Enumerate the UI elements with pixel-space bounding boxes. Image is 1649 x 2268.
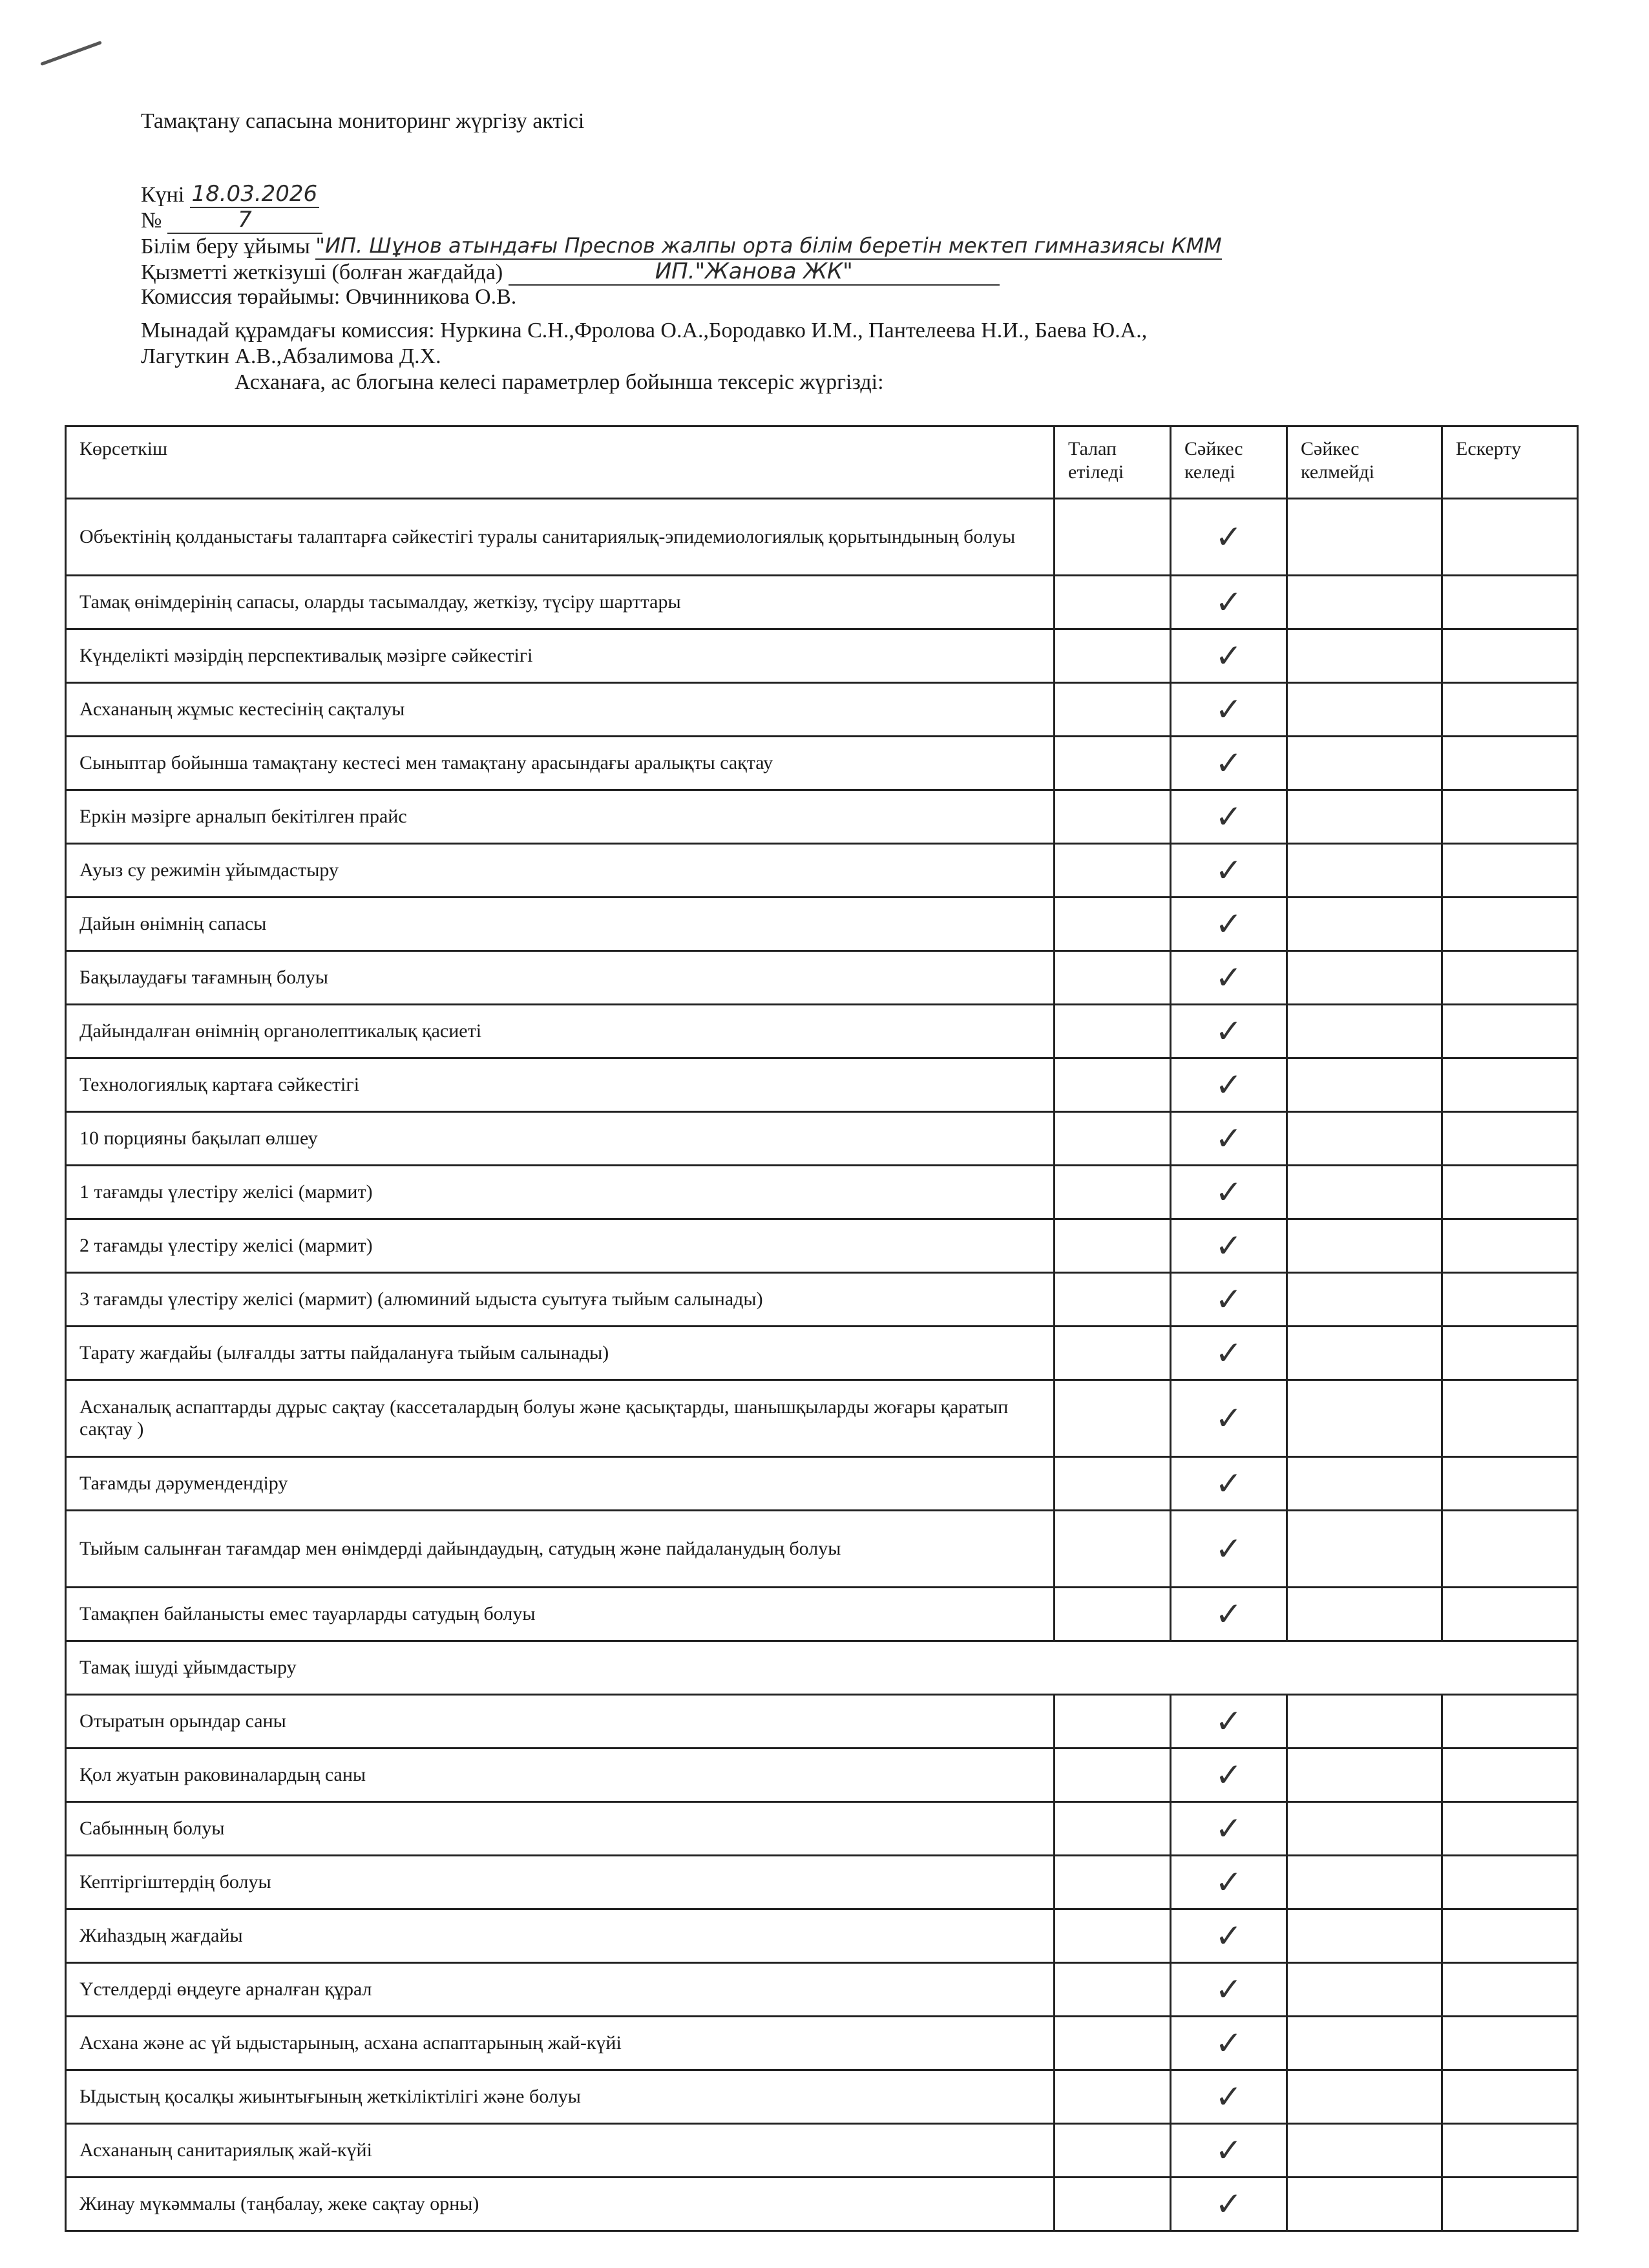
cell-note	[1442, 898, 1578, 951]
cell-not-matches	[1287, 499, 1442, 576]
table-row	[66, 1457, 1578, 1511]
table-row	[66, 1327, 1578, 1380]
header-not-matches: Сәйкес келмейді	[1287, 426, 1442, 499]
cell-not-matches	[1287, 2070, 1442, 2124]
check-mark-icon: ✓	[1171, 1748, 1287, 1802]
cell-note	[1442, 1963, 1578, 2017]
table-row	[66, 499, 1578, 576]
cell-required	[1055, 1457, 1171, 1511]
check-mark-icon: ✓	[1171, 683, 1287, 737]
table-row	[66, 629, 1578, 683]
table-row	[66, 951, 1578, 1005]
row-indicator: Жинау мүкәммалы (таңбалау, жеке сақтау орны)	[66, 2178, 1055, 2231]
check-mark-icon: ✓	[1171, 951, 1287, 1005]
cell-required	[1055, 2124, 1171, 2178]
cell-not-matches	[1287, 1748, 1442, 1802]
cell-required	[1055, 629, 1171, 683]
cell-not-matches	[1287, 1273, 1442, 1327]
row-indicator: Бақылаудағы тағамның болуы	[66, 951, 1055, 1005]
row-indicator: Технологиялық картаға сәйкестігі	[66, 1058, 1055, 1112]
row-indicator: Ауыз су режимін ұйымдастыру	[66, 844, 1055, 898]
table-row	[66, 1219, 1578, 1273]
check-mark-icon: ✓	[1171, 2124, 1287, 2178]
cell-note	[1442, 1909, 1578, 1963]
row-indicator: Еркін мәзірге арналып бекітілген прайс	[66, 790, 1055, 844]
cell-required	[1055, 576, 1171, 629]
cell-note	[1442, 844, 1578, 898]
row-indicator: Асхананың санитариялық жай-күйі	[66, 2124, 1055, 2178]
cell-not-matches	[1287, 1380, 1442, 1457]
section-header-row	[66, 1641, 1578, 1695]
table-row	[66, 2070, 1578, 2124]
row-indicator: Асханалық аспаптарды дұрыс сақтау (кассеталардың болуы және қасықтарды, шанышқыларды жоғары қаратып сақтау )	[66, 1380, 1055, 1457]
cell-required	[1055, 1695, 1171, 1748]
cell-note	[1442, 1327, 1578, 1380]
cell-note	[1442, 2124, 1578, 2178]
table-row	[66, 1695, 1578, 1748]
header-note: Ескерту	[1442, 426, 1578, 499]
table-row	[66, 790, 1578, 844]
check-mark-icon: ✓	[1171, 1166, 1287, 1219]
table-row	[66, 898, 1578, 951]
document-title: Тамақтану сапасына мониторинг жүргізу актісі	[141, 109, 585, 133]
row-indicator: Қол жуатын раковиналардың саны	[66, 1748, 1055, 1802]
row-indicator: Тыйым салынған тағамдар мен өнімдерді дайындаудың, сатудың және пайдаланудың болуы	[66, 1511, 1055, 1588]
row-indicator: Тамақпен байланысты емес тауарларды сатудың болуы	[66, 1588, 1055, 1641]
cell-note	[1442, 1219, 1578, 1273]
row-indicator: Сабынның болуы	[66, 1802, 1055, 1856]
cell-note	[1442, 1058, 1578, 1112]
document-header	[141, 109, 1595, 395]
check-mark-icon: ✓	[1171, 1457, 1287, 1511]
cell-required	[1055, 683, 1171, 737]
commission-members-line1: Мынадай құрамдағы комиссия: Нуркина С.Н.,Фролова О.А.,Бородавко И.М., Пантелеева Н.И., Баева Ю.А.,	[141, 319, 1148, 342]
cell-required	[1055, 1380, 1171, 1457]
cell-note	[1442, 1511, 1578, 1588]
check-mark-icon: ✓	[1171, 1802, 1287, 1856]
header-required: Талап етіледі	[1055, 426, 1171, 499]
row-indicator: 1 тағамды үлестіру желісі (мармит)	[66, 1166, 1055, 1219]
cell-not-matches	[1287, 1005, 1442, 1058]
cell-required	[1055, 1058, 1171, 1112]
cell-note	[1442, 1748, 1578, 1802]
stray-pen-mark	[40, 41, 102, 66]
commission-chair: Комиссия төрайымы: Овчинникова О.В.	[141, 285, 517, 309]
row-indicator: Кептіргіштердің болуы	[66, 1856, 1055, 1909]
supplier-line	[141, 258, 1595, 284]
table-row	[66, 1112, 1578, 1166]
cell-not-matches	[1287, 1511, 1442, 1588]
table-row	[66, 844, 1578, 898]
cell-required	[1055, 790, 1171, 844]
cell-not-matches	[1287, 898, 1442, 951]
organization-value: "ИП. Шұнов атындағы Пресnов жалпы орта білім беретін мектеп гимназиясы КММ	[315, 233, 1221, 260]
table-row	[66, 1856, 1578, 1909]
cell-note	[1442, 2017, 1578, 2070]
cell-required	[1055, 1005, 1171, 1058]
cell-required	[1055, 1588, 1171, 1641]
cell-not-matches	[1287, 2124, 1442, 2178]
table-row	[66, 2124, 1578, 2178]
organization-line	[141, 233, 1595, 258]
cell-note	[1442, 1802, 1578, 1856]
cell-not-matches	[1287, 1327, 1442, 1380]
supplier-value: ИП."Жанова ЖК"	[509, 258, 1000, 286]
cell-note	[1442, 1588, 1578, 1641]
row-indicator: Дайын өнімнің сапасы	[66, 898, 1055, 951]
cell-note	[1442, 790, 1578, 844]
cell-note	[1442, 576, 1578, 629]
check-mark-icon: ✓	[1171, 1380, 1287, 1457]
cell-required	[1055, 2178, 1171, 2231]
cell-note	[1442, 1380, 1578, 1457]
cell-not-matches	[1287, 629, 1442, 683]
table-row	[66, 737, 1578, 790]
row-indicator: Тамақ өнімдерінің сапасы, оларды тасымалдау, жеткізу, түсіру шарттары	[66, 576, 1055, 629]
check-mark-icon: ✓	[1171, 1856, 1287, 1909]
table-row	[66, 1166, 1578, 1219]
cell-not-matches	[1287, 1219, 1442, 1273]
cell-not-matches	[1287, 951, 1442, 1005]
table-row	[66, 1588, 1578, 1641]
cell-note	[1442, 1273, 1578, 1327]
cell-not-matches	[1287, 2178, 1442, 2231]
table-row	[66, 683, 1578, 737]
check-mark-icon: ✓	[1171, 898, 1287, 951]
check-mark-icon: ✓	[1171, 1327, 1287, 1380]
cell-note	[1442, 2178, 1578, 2231]
row-indicator: Объектінің қолданыстағы талаптарға сәйкестігі туралы санитариялық-эпидемиологиялық қорытындының болуы	[66, 499, 1055, 576]
row-indicator: Тағамды дәрумендендіру	[66, 1457, 1055, 1511]
check-mark-icon: ✓	[1171, 2178, 1287, 2231]
row-indicator: Асхананың жұмыс кестесінің сақталуы	[66, 683, 1055, 737]
table-row	[66, 576, 1578, 629]
row-indicator: Жиһаздың жағдайы	[66, 1909, 1055, 1963]
cell-note	[1442, 683, 1578, 737]
table-row	[66, 2017, 1578, 2070]
cell-not-matches	[1287, 1695, 1442, 1748]
check-mark-icon: ✓	[1171, 1588, 1287, 1641]
check-mark-icon: ✓	[1171, 1273, 1287, 1327]
cell-required	[1055, 1219, 1171, 1273]
date-label: Күні	[141, 183, 185, 207]
table-row	[66, 1058, 1578, 1112]
number-label: №	[141, 209, 162, 233]
cell-required	[1055, 1963, 1171, 2017]
cell-note	[1442, 1856, 1578, 1909]
check-mark-icon: ✓	[1171, 1511, 1287, 1588]
check-mark-icon: ✓	[1171, 1005, 1287, 1058]
cell-note	[1442, 499, 1578, 576]
cell-not-matches	[1287, 737, 1442, 790]
supplier-label: Қызметті жеткізуші (болған жағдайда)	[141, 260, 503, 284]
cell-required	[1055, 898, 1171, 951]
commission-members-line2: Лагуткин А.В.,Абзалимова Д.Х.	[141, 344, 441, 368]
organization-label: Білім беру ұйымы	[141, 235, 310, 258]
number-line	[141, 207, 1595, 233]
check-mark-icon: ✓	[1171, 1963, 1287, 2017]
cell-not-matches	[1287, 1058, 1442, 1112]
table-row	[66, 1380, 1578, 1457]
number-value: 7	[167, 207, 322, 234]
row-indicator: Дайындалған өнімнің органолептикалық қасиеті	[66, 1005, 1055, 1058]
cell-note	[1442, 1166, 1578, 1219]
cell-not-matches	[1287, 2017, 1442, 2070]
cell-required	[1055, 1856, 1171, 1909]
check-mark-icon: ✓	[1171, 844, 1287, 898]
cell-required	[1055, 1273, 1171, 1327]
check-mark-icon: ✓	[1171, 629, 1287, 683]
row-indicator: Сыныптар бойынша тамақтану кестесі мен тамақтану арасындағы аралықты сақтау	[66, 737, 1055, 790]
cell-required	[1055, 951, 1171, 1005]
table-row	[66, 1511, 1578, 1588]
cell-required	[1055, 1748, 1171, 1802]
cell-not-matches	[1287, 844, 1442, 898]
row-indicator: Ыдыстың қосалқы жиынтығының жеткіліктілігі және болуы	[66, 2070, 1055, 2124]
cell-required	[1055, 737, 1171, 790]
cell-not-matches	[1287, 1112, 1442, 1166]
table-row	[66, 1802, 1578, 1856]
cell-not-matches	[1287, 1856, 1442, 1909]
cell-required	[1055, 1511, 1171, 1588]
cell-not-matches	[1287, 790, 1442, 844]
cell-required	[1055, 1166, 1171, 1219]
check-mark-icon: ✓	[1171, 1219, 1287, 1273]
monitoring-checklist-table	[65, 425, 1579, 2232]
section-title: Тамақ ішуді ұйымдастыру	[66, 1641, 1578, 1695]
check-mark-icon: ✓	[1171, 576, 1287, 629]
cell-not-matches	[1287, 1909, 1442, 1963]
cell-required	[1055, 844, 1171, 898]
check-mark-icon: ✓	[1171, 737, 1287, 790]
inspection-intro: Асханаға, ас блогына келесі параметрлер бойынша тексеріс жүргізді:	[235, 370, 884, 394]
row-indicator: Үстелдерді өңдеуге арналған құрал	[66, 1963, 1055, 2017]
table-row	[66, 1909, 1578, 1963]
cell-not-matches	[1287, 1457, 1442, 1511]
table-row	[66, 2178, 1578, 2231]
cell-required	[1055, 2070, 1171, 2124]
check-mark-icon: ✓	[1171, 2017, 1287, 2070]
date-line	[141, 181, 1595, 207]
cell-not-matches	[1287, 1802, 1442, 1856]
table-row	[66, 1005, 1578, 1058]
cell-note	[1442, 2070, 1578, 2124]
cell-required	[1055, 1802, 1171, 1856]
row-indicator: Күнделікті мәзірдің перспективалық мәзірге сәйкестігі	[66, 629, 1055, 683]
cell-note	[1442, 1005, 1578, 1058]
cell-required	[1055, 2017, 1171, 2070]
cell-required	[1055, 499, 1171, 576]
check-mark-icon: ✓	[1171, 1112, 1287, 1166]
cell-note	[1442, 1457, 1578, 1511]
row-indicator: Асхана және ас үй ыдыстарының, асхана аспаптарының жай-күйі	[66, 2017, 1055, 2070]
check-mark-icon: ✓	[1171, 2070, 1287, 2124]
cell-not-matches	[1287, 576, 1442, 629]
table-row	[66, 1963, 1578, 2017]
check-mark-icon: ✓	[1171, 1695, 1287, 1748]
cell-note	[1442, 1695, 1578, 1748]
table-row	[66, 1748, 1578, 1802]
cell-note	[1442, 737, 1578, 790]
check-mark-icon: ✓	[1171, 499, 1287, 576]
date-value: 18.03.2026	[190, 181, 319, 208]
cell-note	[1442, 951, 1578, 1005]
header-indicator: Көрсеткіш	[66, 426, 1055, 499]
table-row	[66, 1273, 1578, 1327]
cell-required	[1055, 1112, 1171, 1166]
row-indicator: Тарату жағдайы (ылғалды затты пайдалануға тыйым салынады)	[66, 1327, 1055, 1380]
row-indicator: 10 порцияны бақылап өлшеу	[66, 1112, 1055, 1166]
row-indicator: 3 тағамды үлестіру желісі (мармит) (алюминий ыдыста суытуға тыйым салынады)	[66, 1273, 1055, 1327]
cell-note	[1442, 629, 1578, 683]
cell-required	[1055, 1909, 1171, 1963]
row-indicator: 2 тағамды үлестіру желісі (мармит)	[66, 1219, 1055, 1273]
cell-not-matches	[1287, 1166, 1442, 1219]
row-indicator: Отыратын орындар саны	[66, 1695, 1055, 1748]
header-matches: Сәйкес келеді	[1171, 426, 1287, 499]
cell-not-matches	[1287, 1963, 1442, 2017]
check-mark-icon: ✓	[1171, 790, 1287, 844]
cell-note	[1442, 1112, 1578, 1166]
cell-not-matches	[1287, 683, 1442, 737]
check-mark-icon: ✓	[1171, 1058, 1287, 1112]
check-mark-icon: ✓	[1171, 1909, 1287, 1963]
cell-required	[1055, 1327, 1171, 1380]
table-header-row	[66, 426, 1578, 499]
cell-not-matches	[1287, 1588, 1442, 1641]
